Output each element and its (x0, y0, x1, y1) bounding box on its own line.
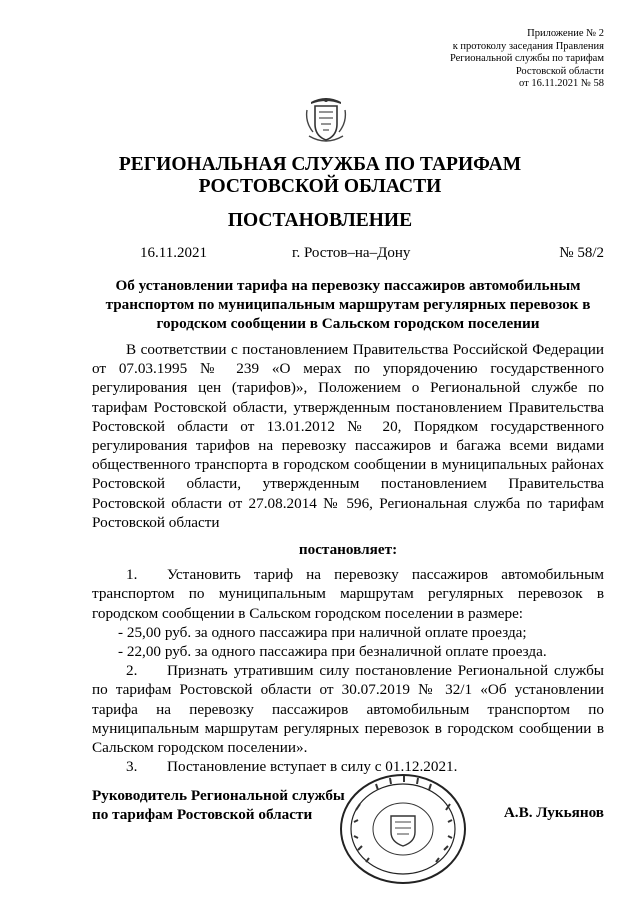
item-number: 2. (126, 662, 138, 680)
annex-line: Региональной службы по тарифам (449, 53, 604, 65)
item-text: Постановление вступает в силу с 01.12.2021. (167, 758, 458, 776)
annex-line: Ростовской области (515, 65, 604, 77)
item-2-continuation: по тарифам Ростовской области от 30.07.2019 № 32/1 «Об установлении тарифа на перевозку пассажиров автомобильным транспортом по муниципальным маршрутам регулярных перевозок в городском сообщении в Сальском городском поселении». (92, 681, 604, 757)
signature-position-line-2: по тарифам Ростовской области (92, 806, 313, 823)
item-text: Признать утратившим силу постановление Региональной службы (167, 662, 604, 680)
annex-note (450, 28, 604, 91)
preamble-paragraph: В соответствии с постановлением Правительства Российской Федерации от 07.03.1995 № 239 «О мерах по упорядочению государственного регулирования цен (тарифов)», Положением о Региональной службе по тарифам Ростовской области, утвержденным постановлением Правительства Ростовской области от 13.01.2012 № 20, Порядком государственного регулирования тарифов на перевозку пассажиров и багажа всеми видами общественного транспорта в городском сообщении в муниципальных районах Ростовской области, утвержденным постановлением Правительства Ростовской области от 27.08.2014 № 596, Региональная служба по тарифам Ростовской области (92, 341, 604, 531)
org-line-1: РЕГИОНАЛЬНАЯ СЛУЖБА ПО ТАРИФАМ (118, 154, 522, 175)
signatory-name: А.В. Лукьянов (503, 804, 604, 821)
tariff-cashless: - 22,00 руб. за одного пассажира при безналичной оплате проезда. (118, 643, 547, 661)
official-stamp-icon (336, 770, 470, 888)
signature-position-line-1: Руководитель Региональной службы (92, 787, 345, 804)
item-number: 3. (126, 758, 138, 776)
document-body (92, 340, 604, 776)
document-city: г. Ростов–на–Дону (292, 245, 411, 261)
document-meta (92, 245, 604, 265)
annex-line: Приложение № 2 (527, 28, 604, 39)
item-number: 1. (126, 566, 138, 584)
coat-of-arms-icon (303, 92, 349, 146)
org-line-2: РОСТОВСКОЙ ОБЛАСТИ (198, 176, 442, 197)
item-text: Установить тариф на перевозку пассажиров автомобильным (167, 566, 604, 584)
item-1-continuation: транспортом по муниципальным маршрутам регулярных перевозок в городском сообщении в Сальском городском поселении в размере: (92, 585, 604, 622)
signature-position (92, 786, 345, 824)
resolves-heading: постановляет: (298, 541, 398, 559)
tariff-cash: - 25,00 руб. за одного пассажира при наличной оплате проезда; (118, 623, 527, 641)
annex-line: от 16.11.2021 № 58 (519, 78, 604, 90)
annex-line: к протоколу заседания Правления (452, 40, 604, 52)
item-2 (92, 661, 604, 680)
organization-title (0, 154, 640, 198)
item-1 (92, 565, 604, 584)
document-number: № 58/2 (559, 245, 604, 261)
document-type: ПОСТАНОВЛЕНИЕ (227, 210, 413, 231)
document-subject: Об установлении тарифа на перевозку пассажиров автомобильным транспортом по муниципальным маршрутам регулярных перевозок в городском сообщении в Сальском городском поселении (105, 277, 591, 332)
document-date: 16.11.2021 (140, 245, 207, 261)
